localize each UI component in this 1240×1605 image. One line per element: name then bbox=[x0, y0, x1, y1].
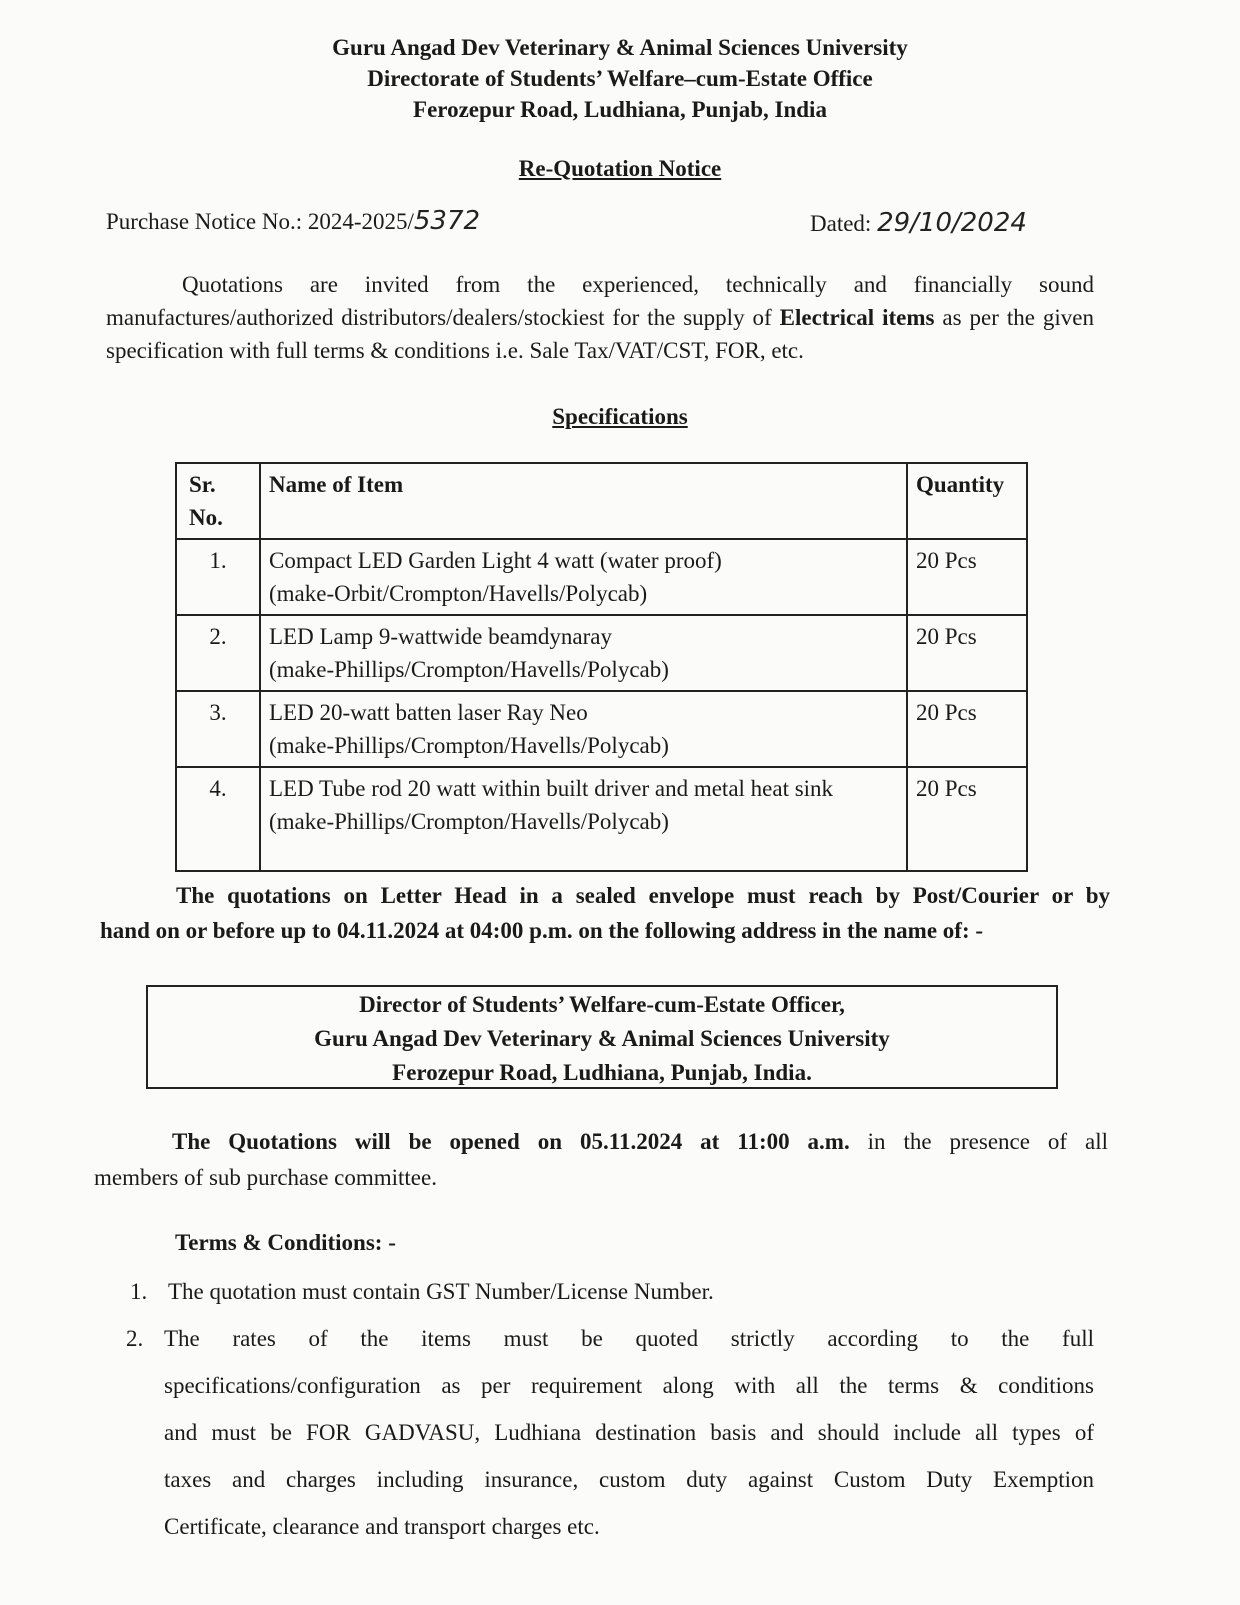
table-row bbox=[176, 615, 1027, 691]
submission-instructions: The quotations on Letter Head in a sealed envelope must reach by Post/Courier or by hand on or before up to 04.11.2024 at 04:00 p.m. on the following address in the name of: - bbox=[100, 883, 1110, 943]
col-header-sr: Sr. No. bbox=[176, 463, 260, 539]
terms-heading: Terms & Conditions: - bbox=[175, 1230, 396, 1255]
intro-paragraph: Quotations are invited from the experienced, technically and financially sound manufactures/authorized distributors/dealers/stockiest for the supply of Electrical items as per the given specification with full terms & conditions i.e. Sale Tax/VAT/CST, FOR, etc. bbox=[106, 272, 1094, 363]
specifications-heading: Specifications bbox=[552, 404, 688, 429]
cell-quantity: 20 Pcs bbox=[907, 539, 1027, 615]
term-item-1: 1. The quotation must contain GST Number/License Number. bbox=[130, 1279, 714, 1304]
cell-item: LED Tube rod 20 watt within built driver and metal heat sink (make-Phillips/Crompton/Havells/Polycab) bbox=[260, 767, 907, 871]
table-header-row bbox=[176, 463, 1027, 539]
term-item-2: 2. The rates of the items must be quoted strictly according to the full specifications/configuration as per requirement along with all the terms & conditions and must be FOR GADVASU, Ludhiana destination basis and should include all types of taxes and charges including insurance, custom duty against Custom Duty Exemption Certificate, clearance and transport charges etc. bbox=[126, 1326, 1094, 1539]
table-row bbox=[176, 767, 1027, 871]
col-header-quantity: Quantity bbox=[907, 463, 1027, 539]
table-row bbox=[176, 539, 1027, 615]
opening-notice: The Quotations will be opened on 05.11.2024 at 11:00 a.m. in the presence of all members of sub purchase committee. bbox=[94, 1129, 1108, 1190]
university-address: Ferozepur Road, Ludhiana, Punjab, India bbox=[413, 97, 827, 122]
cell-item: LED 20-watt batten laser Ray Neo (make-Phillips/Crompton/Havells/Polycab) bbox=[260, 691, 907, 767]
purchase-notice-number: Purchase Notice No.: 2024-2025/5372 bbox=[106, 206, 481, 236]
cell-sr: 1. bbox=[176, 539, 260, 615]
submission-address-box: Director of Students’ Welfare-cum-Estate Officer, Guru Angad Dev Veterinary & Animal Sciences University Ferozepur Road, Ludhiana, Punjab, India. bbox=[146, 985, 1058, 1089]
cell-quantity: 20 Pcs bbox=[907, 615, 1027, 691]
handwritten-date: 29/10/2024 bbox=[877, 208, 1027, 238]
directorate-name: Directorate of Students’ Welfare–cum-Estate Office bbox=[367, 66, 873, 91]
cell-sr: 2. bbox=[176, 615, 260, 691]
notice-date: Dated: 29/10/2024 bbox=[810, 208, 1027, 238]
specifications-table bbox=[175, 462, 1028, 872]
cell-item: Compact LED Garden Light 4 watt (water proof) (make-Orbit/Crompton/Havells/Polycab) bbox=[260, 539, 907, 615]
handwritten-notice-number: 5372 bbox=[413, 206, 481, 236]
letterhead bbox=[0, 32, 1240, 125]
cell-sr: 4. bbox=[176, 767, 260, 871]
cell-sr: 3. bbox=[176, 691, 260, 767]
university-name: Guru Angad Dev Veterinary & Animal Sciences University bbox=[332, 35, 908, 60]
col-header-name: Name of Item bbox=[260, 463, 907, 539]
table-row bbox=[176, 691, 1027, 767]
notice-title: Re-Quotation Notice bbox=[518, 156, 722, 181]
cell-item: LED Lamp 9-wattwide beamdynaray (make-Phillips/Crompton/Havells/Polycab) bbox=[260, 615, 907, 691]
cell-quantity: 20 Pcs bbox=[907, 767, 1027, 871]
cell-quantity: 20 Pcs bbox=[907, 691, 1027, 767]
